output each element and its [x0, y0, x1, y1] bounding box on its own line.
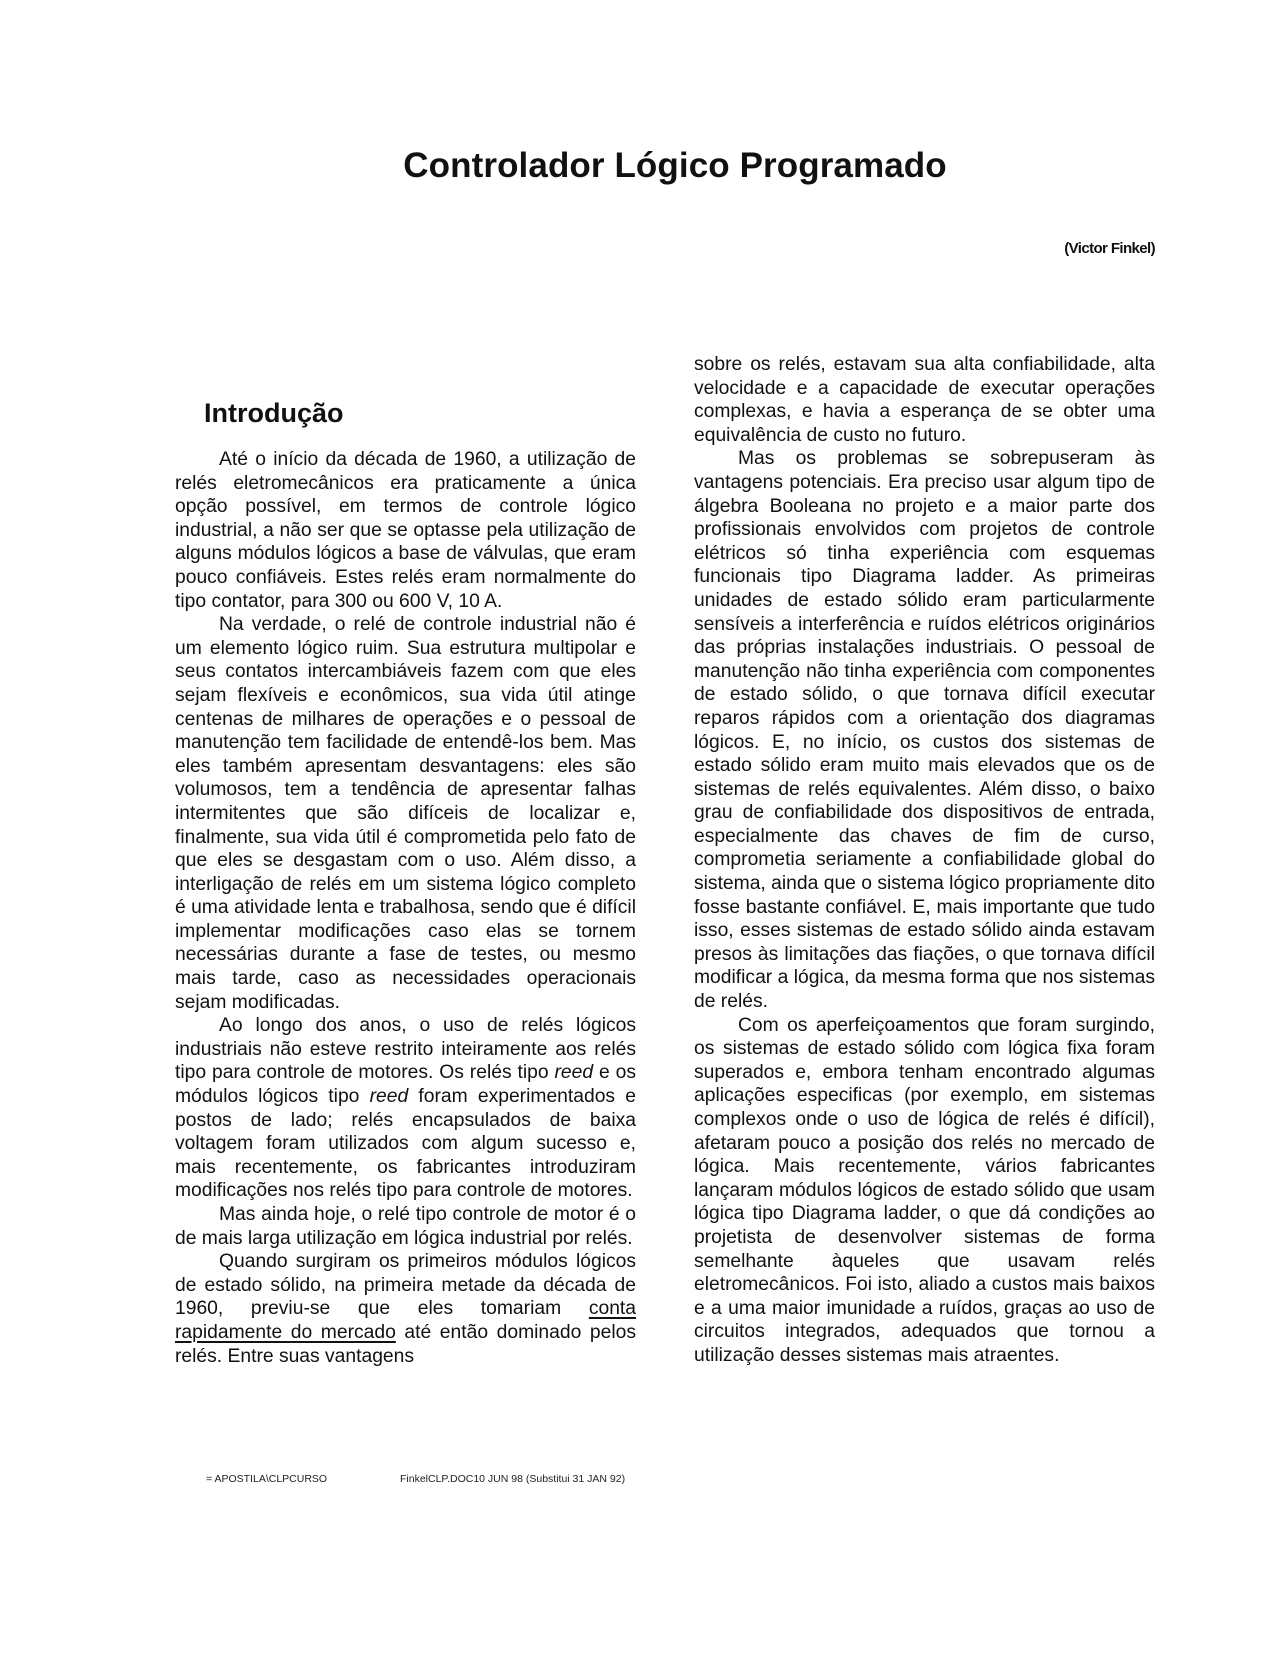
paragraph: Mas os problemas se sobrepuseram às vantagens potenciais. Era preciso usar algum tipo de álgebra Booleana no projeto e a maior parte dos profissionais envolvidos com projetos de controle elétricos só tinha experiência com esquemas funcionais tipo Diagrama ladder. As primeiras unidades de estado sólido eram particularmente sensíveis a interferência e ruídos elétricos originários das próprias instalações industriais. O pessoal de manutenção não tinha experiência com componentes de estado sólido, o que tornava difícil executar reparos rápidos com a orientação dos diagramas lógicos. E, no início, os custos dos sistemas de estado sólido eram muito mais elevados que os de sistemas de relés equivalentes. Além disso, o baixo grau de confiabilidade dos dispositivos de entrada, especialmente das chaves de fim de curso, comprometia seriamente a confiabilidade global do sistema, ainda que o sistema lógico propriamente dito fosse bastante confiável. E, mais importante que tudo isso, esses sistemas de estado sólido ainda estavam presos às limitações das fiações, o que tornava difícil modificar a lógica, da mesma forma que nos sistemas de relés. [694, 448, 1155, 1013]
paragraph: Até o início da década de 1960, a utilização de relés eletromecânicos era praticamente a única opção possível, em termos de controle lógico industrial, a não ser que se optasse pela utilização de alguns módulos lógicos a base de válvulas, que eram pouco confiáveis. Estes relés eram normalmente do tipo contator, para 300 ou 600 V, 10 A. [175, 449, 636, 612]
italic-term-reed: reed [369, 1086, 409, 1108]
footer-path: = APOSTILA\CLPCURSO [206, 1473, 328, 1485]
paragraph-text: Quando surgiram os primeiros módulos lógicos de estado sólido, na primeira metade da década de 1960, previu-se que eles tomariam [175, 1251, 636, 1320]
section-heading-introducao: Introdução [204, 398, 344, 428]
paragraph: Mas ainda hoje, o relé tipo controle de motor é o de mais larga utilização em lógica industrial por relés. [175, 1204, 636, 1249]
footer-file-info: FinkelCLP.DOC10 JUN 98 (Substitui 31 JAN 92) [400, 1473, 626, 1485]
paragraph-text: até então dominado pelos relés. Entre suas vantagens [175, 1321, 636, 1367]
paragraph [175, 1250, 636, 1368]
right-column [694, 353, 1155, 1368]
paragraph-text: Ao longo dos anos, o uso de relés lógicos industriais não esteve restrito inteiramente aos relés tipo para controle de motores. Os relés tipo [175, 1015, 636, 1084]
author-name: (Victor Finkel) [1064, 240, 1155, 257]
paragraph [175, 1014, 636, 1203]
paragraph-text: e os módulos lógicos tipo [175, 1062, 636, 1108]
paragraph: sobre os relés, estavam sua alta confiabilidade, alta velocidade e a capacidade de executar operações complexas, e havia a esperança de se obter uma equivalência de custo no futuro. [694, 354, 1155, 446]
document-title: Controlador Lógico Programado [403, 146, 947, 185]
underlined-phrase: conta rapidamente do mercado [175, 1298, 636, 1343]
paragraph: Na verdade, o relé de controle industrial não é um elemento lógico ruim. Sua estrutura multipolar e seus contatos intercambiáveis fazem com que eles sejam flexíveis e econômicos, sua vida útil atinge centenas de milhares de operações e o pessoal de manutenção tem facilidade de entendê-los bem. Mas eles também apresentam desvantagens: eles são volumosos, tem a tendência de apresentar falhas intermitentes que são difíceis de localizar e, finalmente, sua vida útil é comprometida pelo fato de que eles se desgastam com o uso. Além disso, a interligação de relés em um sistema lógico completo é uma atividade lenta e trabalhosa, sendo que é difícil implementar modificações caso elas se tornem necessárias durante a fase de testes, ou mesmo mais tarde, caso as necessidades operacionais sejam modificadas. [175, 614, 636, 1013]
italic-term-reed: reed [554, 1062, 594, 1084]
paragraph-text: foram experimentados e postos de lado; relés encapsulados de baixa voltagem foram utilizados com algum sucesso e, mais recentemente, os fabricantes introduziram modificações nos relés tipo para controle de motores. [175, 1086, 636, 1202]
paragraph: Com os aperfeiçoamentos que foram surgindo, os sistemas de estado sólido com lógica fixa foram superados e, embora tenham encontrado algumas aplicações especificas (por exemplo, em sistemas complexos onde o uso de lógica de relés é difícil), afetaram pouco a posição dos relés no mercado de lógica. Mais recentemente, vários fabricantes lançaram módulos lógicos de estado sólido que usam lógica tipo Diagrama ladder, o que dá condições ao projetista de desenvolver sistemas de forma semelhante àqueles que usavam relés eletromecânicos. Foi isto, aliado a custos mais baixos e a uma maior imunidade a ruídos, graças ao uso de circuitos integrados, adequados que tornou a utilização desses sistemas mais atraentes. [694, 1014, 1155, 1366]
left-column [175, 448, 636, 1368]
